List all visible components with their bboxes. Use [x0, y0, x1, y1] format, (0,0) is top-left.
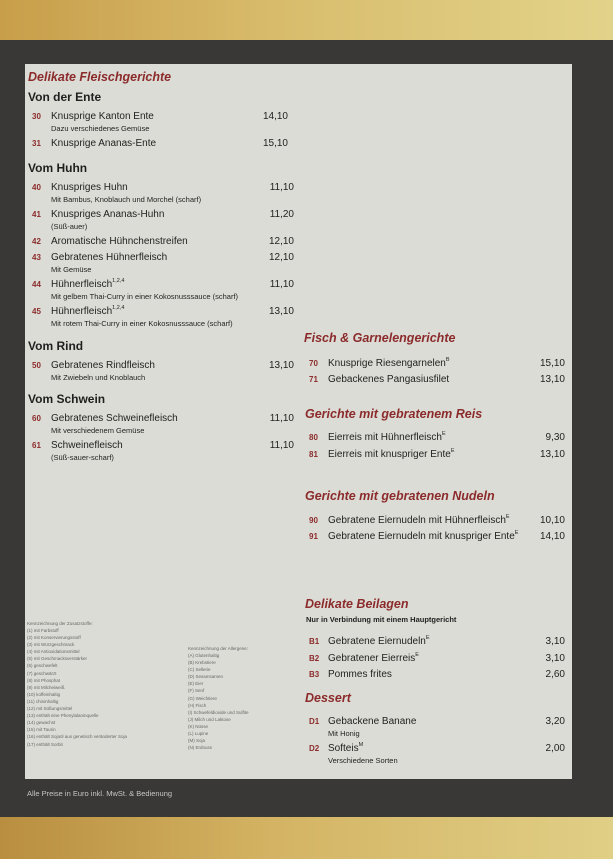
allergen-line: (D) Sesamsamen [188, 674, 224, 680]
additive-line: (13) enthält eine Phenylalaninquelle [27, 713, 99, 719]
item-number: 61 [32, 441, 41, 450]
item-name [328, 432, 446, 443]
item-description: Mit Zwiebeln und Knoblauch [51, 373, 146, 382]
item-name: Aromatische Hühnchenstreifen [51, 236, 188, 247]
menu-item [309, 636, 565, 650]
menu-item [309, 432, 565, 446]
item-name-text: Gebratene Eiernudeln mit Hühnerfleisch [328, 515, 506, 526]
allergen-line: (A) Glutenhaltig [188, 653, 220, 658]
menu-item [309, 358, 565, 372]
allergen-marker: E [425, 635, 430, 641]
item-number: B3 [309, 670, 320, 679]
item-name [328, 358, 450, 369]
additive-line: (7) geschwärzt [27, 670, 57, 676]
allergen-line: (F) Senf [188, 688, 205, 694]
additive-line: (2) mit Konservierungsstoff [27, 635, 81, 641]
menu-panel [25, 64, 572, 779]
item-name: Gebackene Banane [328, 716, 417, 727]
bottom-gold-band [0, 817, 613, 859]
item-description: Mit gelbem Thai-Curry in einer Kokosnusssauce (scharf) [51, 292, 239, 301]
item-name: Knuspriges Huhn [51, 182, 128, 193]
allergen-line: (N) Erdnuss [188, 745, 213, 751]
allergen-line: (E) Eier [188, 681, 204, 687]
item-name [328, 449, 455, 460]
item-name: Gebratenes Hühnerfleisch [51, 252, 168, 263]
item-description: Mit Bambus, Knoblauch und Morchel (scharf) [51, 195, 202, 204]
item-number: 31 [32, 139, 41, 148]
allergen-marker: E [450, 448, 455, 454]
section-title-fisch: Fisch & Garnelengerichte [304, 331, 456, 345]
item-number: 40 [32, 183, 41, 192]
allergen-marker: E [441, 431, 446, 437]
item-name [328, 653, 419, 664]
additive-line: (4) mit Antioxidationsmittel [27, 649, 80, 655]
item-price: 13,10 [539, 374, 565, 385]
additive-line: (1) mit Farbstoff [27, 628, 59, 633]
additive-line: (16) enthält Sojaöl aus genetisch veränderter Soja [27, 734, 128, 740]
additive-line: (9) mit Milcheiweiß [27, 684, 65, 690]
item-name [328, 743, 363, 754]
item-price: 3,10 [545, 653, 565, 664]
item-description: Dazu verschiedenes Gemüse [51, 124, 150, 133]
menu-item [309, 716, 565, 738]
item-number: 44 [32, 280, 41, 289]
menu-item [309, 742, 565, 765]
allergens-list [188, 645, 249, 751]
item-number: 45 [32, 307, 41, 316]
item-name-text: Gebratene Eiernudeln [328, 636, 426, 647]
allergen-line: (I) Schwefeldioxide und Sulfite [188, 709, 249, 715]
item-name-text: Eierreis mit knuspriger Ente [328, 449, 451, 460]
menu-item [32, 209, 294, 231]
subsection-huhn: Vom Huhn [28, 161, 88, 175]
item-description: Mit verschiedenem Gemüse [51, 426, 145, 435]
item-name-text: Gebratener Eierreis [328, 653, 416, 664]
item-price: 14,10 [539, 531, 565, 542]
item-name-text: Gebratene Eiernudeln mit knuspriger Ente [328, 531, 515, 542]
allergen-line: (J) Milch und Laktose [188, 716, 231, 722]
allergen-line: (B) Krebstiere [188, 660, 216, 666]
item-name: Knuspriges Ananas-Huhn [51, 209, 165, 220]
additive-line: (15) mit Taurin [27, 727, 56, 733]
item-name-text: Eierreis mit Hühnerfleisch [328, 432, 442, 443]
item-number: 50 [32, 361, 41, 370]
item-number: 41 [32, 210, 41, 219]
additive-line: (6) geschwefelt [27, 663, 58, 669]
menu-item [32, 182, 294, 204]
item-price: 12,10 [268, 252, 294, 263]
menu-item [32, 413, 294, 435]
additive-line: (12) mit Süßungsmittel [27, 706, 73, 712]
item-name: Gebackenes Pangasiusfilet [328, 374, 450, 385]
item-price: 15,10 [262, 138, 288, 149]
allergen-line: (K) Nüsse [188, 723, 209, 729]
item-number: 42 [32, 237, 41, 246]
menu-item [32, 305, 294, 328]
menu-item [309, 669, 565, 683]
item-number: 80 [309, 433, 318, 442]
allergen-marker: E [514, 530, 519, 536]
item-number: 91 [309, 532, 318, 541]
item-name [51, 306, 124, 317]
item-number: 60 [32, 414, 41, 423]
subsection-rind: Vom Rind [28, 339, 84, 353]
item-number: 70 [309, 359, 318, 368]
item-price: 13,10 [268, 360, 294, 371]
item-number: 90 [309, 516, 318, 525]
item-name [328, 531, 518, 542]
menu-item [32, 440, 294, 462]
allergen-line: (G) Weichtiere [188, 695, 217, 701]
item-price: 13,10 [268, 306, 294, 317]
item-description: Verschiedene Sorten [328, 756, 398, 765]
item-name [328, 515, 510, 526]
item-name: Pommes frites [328, 669, 392, 680]
item-description: Mit Honig [328, 729, 360, 738]
allergen-line: (M) Soja [188, 738, 206, 744]
item-price: 2,60 [545, 669, 565, 680]
item-description: Mit rotem Thai-Curry in einer Kokosnusssauce (scharf) [51, 319, 233, 328]
subsection-ente: Von der Ente [28, 90, 102, 104]
item-price: 11,10 [269, 440, 294, 451]
menu-item [32, 252, 294, 274]
top-gold-band [0, 0, 613, 40]
item-number: D2 [309, 744, 320, 753]
item-price: 2,00 [545, 743, 565, 754]
additives-title: Kennzeichnung der Zusatzstoffe: [27, 621, 93, 626]
item-name: Gebratenes Rindfleisch [51, 360, 155, 371]
section-title-fleischgerichte: Delikate Fleischgerichte [28, 70, 172, 84]
beilagen-note: Nur in Verbindung mit einem Hauptgericht [306, 615, 457, 624]
item-name: Schweinefleisch [51, 440, 123, 451]
item-price: 3,10 [545, 636, 565, 647]
menu-item [32, 138, 288, 152]
item-description: (Süß-auer) [51, 222, 88, 231]
menu-item [309, 374, 565, 388]
item-number: 71 [309, 375, 318, 384]
item-name-text: Softeis [328, 743, 359, 754]
item-price: 11,20 [269, 209, 294, 220]
additives-list [27, 620, 127, 748]
item-number: D1 [309, 717, 320, 726]
section-title-beilagen: Delikate Beilagen [305, 597, 409, 611]
item-number: 43 [32, 253, 41, 262]
allergen-line: (C) Sellerie [188, 667, 211, 673]
allergen-marker: 1,2,4 [112, 305, 125, 311]
allergen-line: (H) Fisch [188, 702, 207, 708]
item-price: 15,10 [539, 358, 565, 369]
price-footnote: Alle Preise in Euro inkl. MwSt. & Bedienung [27, 789, 173, 798]
item-description: (Süß-sauer-scharf) [51, 453, 114, 462]
menu-item [32, 278, 294, 301]
item-name [51, 279, 124, 290]
item-price: 11,10 [269, 413, 294, 424]
allergen-marker: B [445, 357, 450, 363]
allergens-title: Kennzeichnung der Allergene: [188, 646, 249, 651]
section-title-nudeln: Gerichte mit gebratenen Nudeln [305, 489, 495, 503]
item-name-text: Hühnerfleisch [51, 279, 113, 290]
item-name: Knusprige Kanton Ente [51, 111, 154, 122]
item-number: 81 [309, 450, 318, 459]
additive-line: (3) mit Würzgeschmack [27, 642, 75, 648]
menu-item [32, 111, 288, 133]
item-name: Gebratenes Schweinefleisch [51, 413, 178, 424]
item-name [328, 636, 430, 647]
item-price: 11,10 [269, 182, 294, 193]
menu-item [309, 653, 565, 667]
additive-line: (8) mit Phosphat [27, 677, 61, 683]
item-price: 10,10 [539, 515, 565, 526]
subsection-schwein: Vom Schwein [28, 392, 106, 406]
menu-item [309, 531, 565, 545]
item-name: Knusprige Ananas-Ente [51, 138, 157, 149]
section-title-dessert: Dessert [305, 691, 351, 705]
item-number: B2 [309, 654, 320, 663]
additive-line: (5) mit Geschmacksverstärker [27, 656, 88, 662]
item-price: 3,20 [545, 716, 565, 727]
menu-item [32, 236, 294, 250]
section-title-reis: Gerichte mit gebratenem Reis [305, 407, 483, 421]
item-description: Mit Gemüse [51, 265, 92, 274]
item-number: 30 [32, 112, 41, 121]
item-price: 12,10 [268, 236, 294, 247]
menu-item [309, 449, 565, 463]
additive-line: (11) chininhaltig [27, 698, 59, 704]
additive-line: (14) gewachst [27, 720, 56, 726]
item-name-text: Knusprige Riesengarnelen [328, 358, 446, 369]
allergen-marker: M [358, 742, 364, 748]
additive-line: (17) enthält Sorbit [27, 741, 63, 747]
menu-item [309, 515, 565, 529]
additive-line: (10) koffeinhaltig [27, 691, 61, 697]
item-price: 11,10 [269, 279, 294, 290]
item-price: 13,10 [539, 449, 565, 460]
item-price: 9,30 [545, 432, 565, 443]
item-name-text: Hühnerfleisch [51, 306, 113, 317]
item-price: 14,10 [262, 111, 288, 122]
menu-item [32, 360, 294, 382]
allergen-line: (L) Lupine [188, 731, 209, 737]
allergen-marker: E [505, 514, 510, 520]
item-number: B1 [309, 637, 320, 646]
allergen-marker: E [415, 652, 419, 658]
allergen-marker: 1,2,4 [112, 278, 125, 284]
